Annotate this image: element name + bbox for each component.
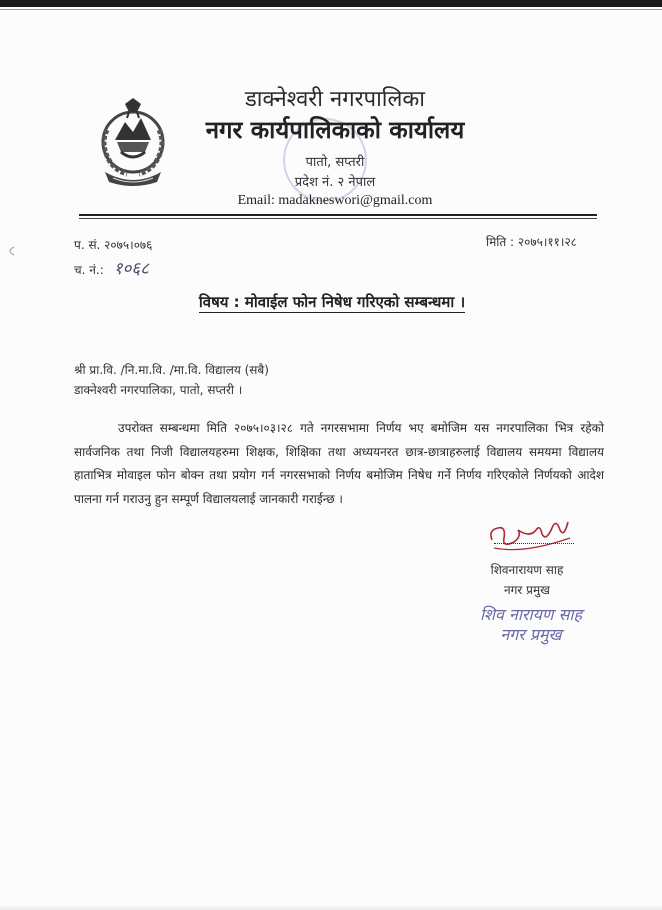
letter-body: उपरोक्त सम्बन्धमा मिति २०७५।०३।२८ गते नगरसभामा निर्णय भए बमोजिम यस नगरपालिका भित्र रहेको सार्वजनिक तथा निजी विद्यालयहरुमा शिक्षक, शिक्षिका तथा अध्ययनरत छात्र-छात्राहरुलाई विद्यालय समयमा विद्यालय हाताभित्र मोवाइल फोन बोक्न तथा प्रयोग गर्न नगरसभाको निर्णय बमोजिम निषेध गर्ने निर्णय गरिएकोले निर्णयको आदेश पालना गर्न गराउनु हुन सम्पूर्ण विद्यालयलाई जानकारी गराईन्छ । <box>74 421 604 506</box>
seal-stamp-title: नगर प्रमुख <box>500 625 562 644</box>
dispatch-number-line <box>74 256 149 279</box>
province-line: प्रदेश नं. २ नेपाल <box>294 175 376 190</box>
dispatch-number-handwritten: १०६८ <box>113 259 149 279</box>
subject-line <box>72 292 592 312</box>
seal-stamp-name: शिव नारायण साह <box>479 605 583 624</box>
office-email: Email: madakneswori@gmail.com <box>237 193 433 208</box>
margin-mark <box>4 245 16 257</box>
subject-text: विषय : मोवाईल फोन निषेध गरिएको सम्बन्धमा । <box>198 293 466 311</box>
recipient-line-1: श्री प्रा.वि. /नि.मा.वि. /मा.वि. विद्यालय (सबै) <box>74 363 269 377</box>
signature-dotted-line <box>494 543 574 544</box>
letterhead-divider-thin <box>79 218 597 219</box>
scan-edge-bottom <box>0 904 662 910</box>
office-name: नगर कार्यपालिकाको कार्यालय <box>205 116 465 144</box>
signatory-name: शिवनारायण साह <box>490 563 564 577</box>
nepal-emblem-logo <box>95 90 171 190</box>
recipient-line-2: डाक्नेश्वरी नगरपालिका, पातो, सप्तरी । <box>74 383 243 397</box>
reference-number: प. सं. २०७५।०७६ <box>74 238 153 252</box>
letter-date: मिति : २०७५।११।२८ <box>486 235 577 249</box>
municipality-name: डाक्नेश्वरी नगरपालिका <box>244 87 425 112</box>
letterhead-divider <box>79 214 597 216</box>
office-address: पातो, सप्तरी <box>305 155 365 170</box>
scan-edge-top <box>0 0 662 7</box>
signatory-title: नगर प्रमुख <box>504 583 550 597</box>
handwritten-signature <box>484 508 574 558</box>
dispatch-number-label: च. नं.: <box>74 263 104 277</box>
